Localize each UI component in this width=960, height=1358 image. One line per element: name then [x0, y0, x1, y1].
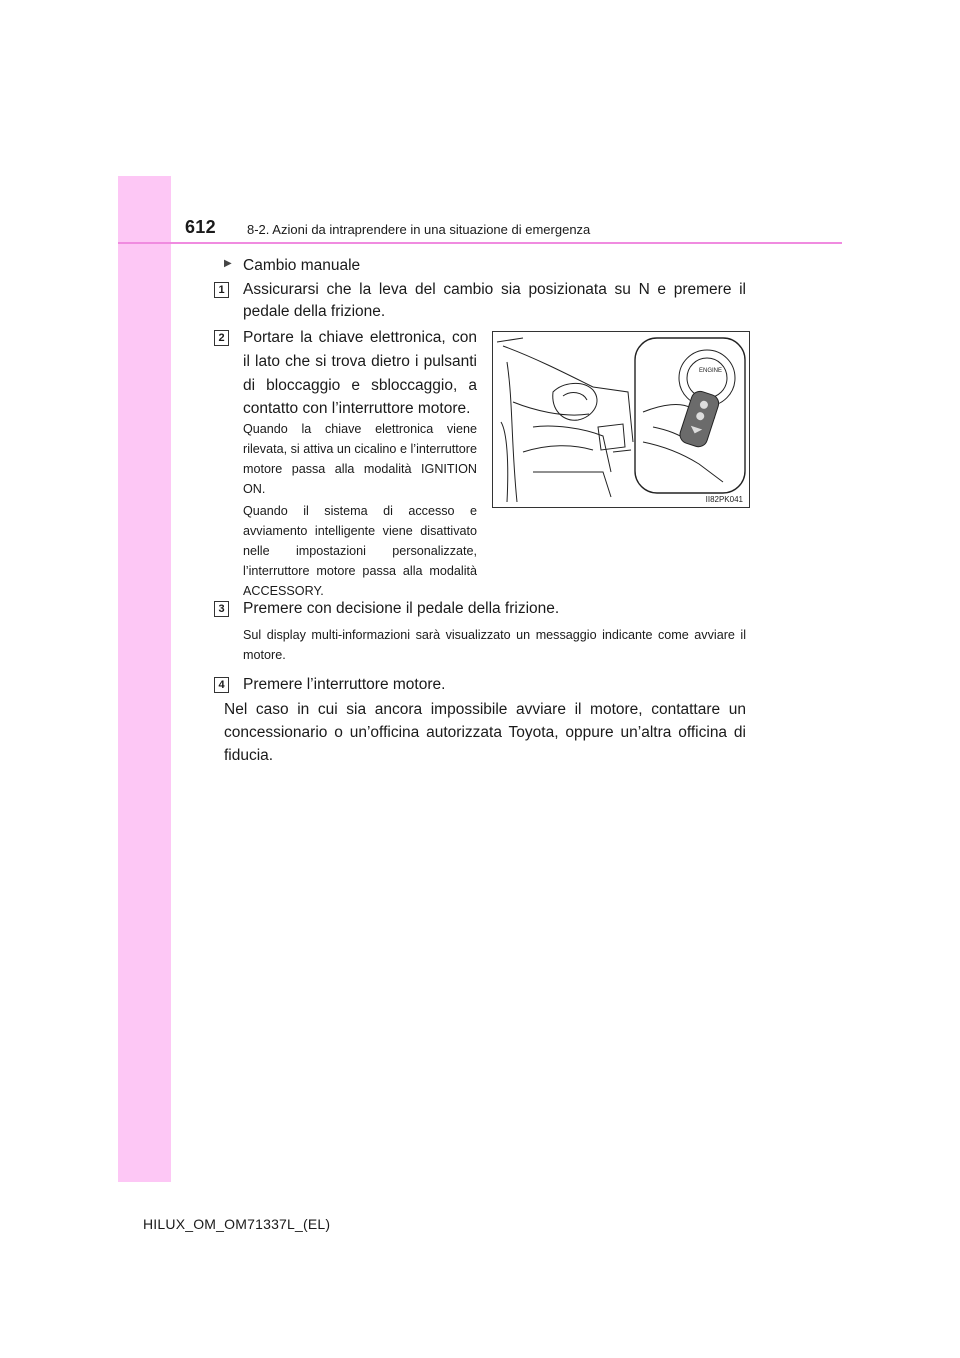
step-2-text: Portare la chiave elettronica, con il lato che si trova dietro i pulsanti di bloccaggio e sbloccaggio, a contatto con l’interruttore motore. [243, 329, 477, 418]
step-4-text: Premere l’interruttore motore. [243, 676, 446, 693]
subheading: Cambio manuale [243, 257, 361, 274]
document-id: HILUX_OM_OM71337L_(EL) [143, 1216, 331, 1232]
step-number-3: 3 [214, 601, 229, 617]
step-1-text: Assicurarsi che la leva del cambio sia posizionata su N e premere il pedale della frizione. [243, 281, 746, 320]
step-2-note-1: Quando la chiave elettronica viene rilevata, si attiva un cicalino e l’interruttore motore passa alla modalità IGNITION ON. [243, 422, 477, 496]
illustration-drawing [493, 332, 749, 507]
figure-button-label: ENGINE [699, 368, 723, 374]
pink-sidebar-tab [118, 176, 171, 1182]
step-3-note-1: Sul display multi-informazioni sarà visualizzato un messaggio indicante come avviare il motore. [243, 628, 746, 662]
key-to-engine-switch-illustration [492, 331, 750, 508]
triangle-bullet-icon: ▶ [224, 258, 232, 269]
header-divider [118, 242, 842, 244]
step-number-4: 4 [214, 677, 229, 693]
step-2-note-2: Quando il sistema di accesso e avviamento intelligente viene disattivato nelle impostazioni personalizzate, l’interruttore motore passa alla modalità ACCESSORY. [243, 504, 477, 598]
page-number: 612 [185, 217, 216, 237]
step-3-text: Premere con decisione il pedale della frizione. [243, 600, 560, 617]
figure-code: II82PK041 [705, 495, 743, 504]
closing-paragraph: Nel caso in cui sia ancora impossibile avviare il motore, contattare un concessionario o un’officina autorizzata Toyota, oppure un’altra officina di fiducia. [224, 701, 746, 764]
step-number-2: 2 [214, 330, 229, 346]
step-number-1: 1 [214, 282, 229, 298]
section-title: 8-2. Azioni da intraprendere in una situazione di emergenza [247, 222, 591, 237]
